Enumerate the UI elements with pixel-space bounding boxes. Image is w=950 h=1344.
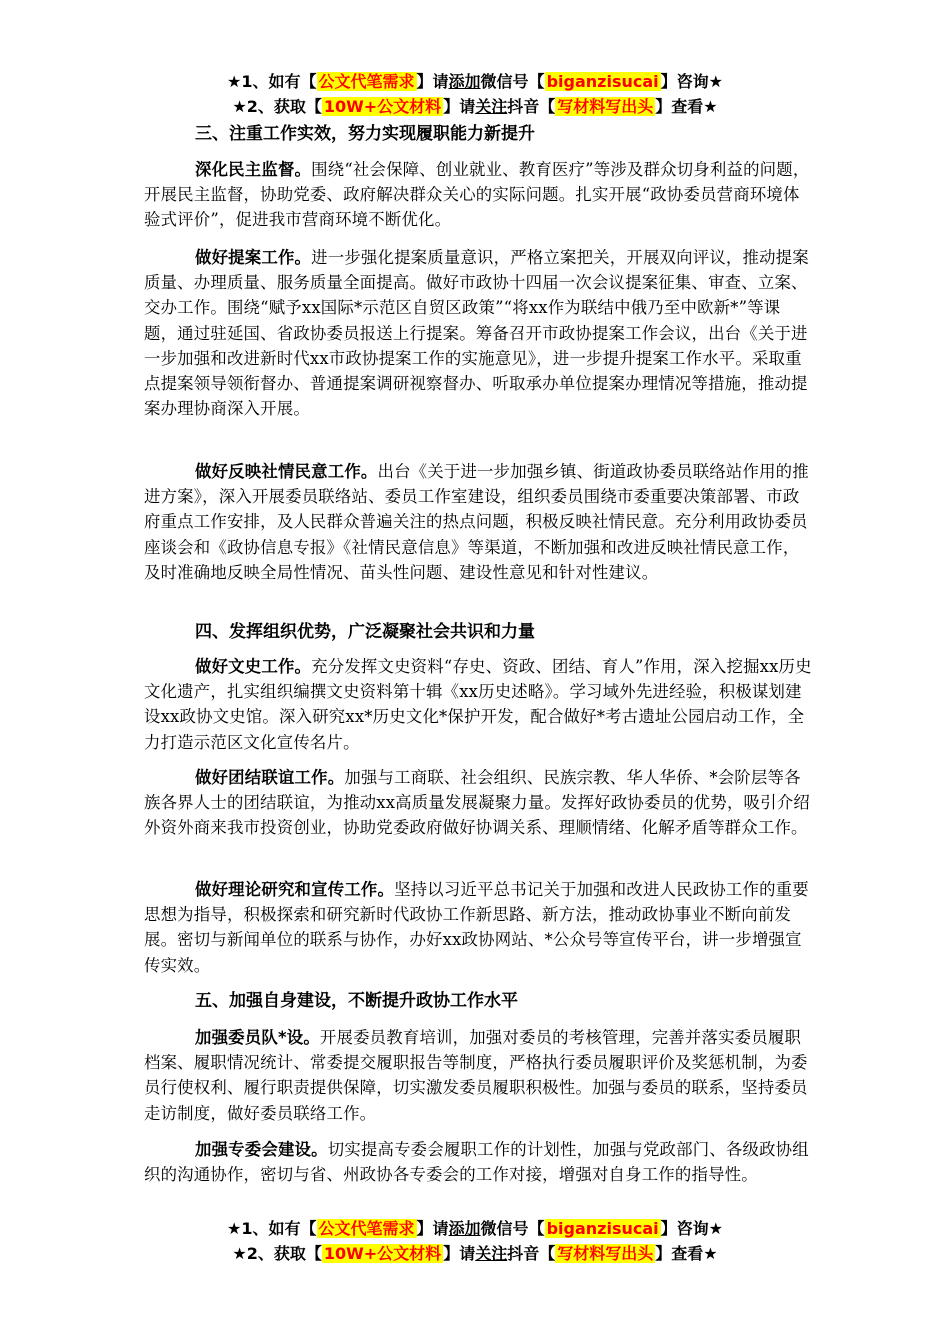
paragraph — [144, 765, 812, 841]
paragraph-lead: 做好理论研究和宣传工作。 — [195, 880, 395, 899]
paragraph-body: 进一步强化提案质量意识，严格立案把关，开展双向评议，推动提案质量、办理质量、服务质量全面提高。做好市政协十四届一次会议提案征集、审查、立案、交办工作。围绕“赋予xx国际*示范区自贸区政策”“将xx作为联结中俄乃至中欧新*”等课题，通过驻延国、省政协委员报送上行提案。筹备召开市政协提案工作会议，出台《关于进一步加强和改进新时代xx市政协提案工作的实施意见》，进一步提升提案工作水平。采取重点提案领导领衔督办、普通提案调研视察督办、听取承办单位提案办理情况等措施，推动提案办理协商深入开展。 — [144, 248, 809, 419]
section-heading: 三、注重工作实效，努力实现履职能力新提升 — [195, 124, 535, 144]
paragraph-body: 坚持以习近平总书记关于加强和改进人民政协工作的重要思想为指导，积极探索和研究新时代政协工作新思路、新方法，推动政协事业不断向前发展。密切与新闻单位的联系与协作，办好xx政协网站、*公众号等宣传平台，讲一步增强宣传实效。 — [144, 880, 809, 975]
paragraph — [144, 1137, 812, 1187]
promo-banner-line-1-bottom — [0, 1217, 950, 1241]
banner-text: ★2、获取【 — [232, 97, 322, 116]
paragraph-lead: 做好反映社情民意工作。 — [195, 462, 378, 481]
banner-text: ★2、获取【 — [232, 1244, 322, 1263]
banner-text: 抖音【 — [507, 1244, 556, 1263]
banner-highlight: 公文代笔需求 — [318, 1219, 415, 1238]
paragraph-body: 开展委员教育培训，加强对委员的考核管理，完善并落实委员履职档案、履职情况统计、常委提交履职报告等制度，严格执行委员履职评价及奖惩机制，为委员行使权利、履行职责提供保障，切实激发委员履职积极性。加强与委员的联系，坚持委员走访制度，做好委员联络工作。 — [144, 1028, 808, 1123]
paragraph-body: 出台《关于进一步加强乡镇、街道政协委员联络站作用的推进方案》，深入开展委员联络站、委员工作室建设，组织委员围绕市委重要决策部署、市政府重点工作安排，及人民群众普遍关注的热点问题，积极反映社情民意。充分利用政协委员座谈会和《政协信息专报》《社情民意信息》等渠道，不断加强和改进反映社情民意工作，及时准确地反映全局性情况、苗头性问题、建设性意见和针对性建议。 — [144, 462, 809, 582]
banner-text: 】查看★ — [655, 97, 718, 116]
banner-text: 】请 — [416, 72, 449, 91]
section-heading: 五、加强自身建设，不断提升政协工作水平 — [195, 991, 518, 1011]
banner-text: 】查看★ — [655, 1244, 718, 1263]
paragraph-body: 加强与工商联、社会组织、民族宗教、华人华侨、*会阶层等各族各界人士的团结联谊，为推动xx高质量发展凝聚力量。发挥好政协委员的优势，吸引介绍外资外商来我市投资创业，协助党委政府做好协调关系、理顺情绪、化解矛盾等群众工作。 — [144, 768, 810, 838]
banner-text: 】请 — [416, 1219, 449, 1238]
paragraph-lead: 做好团结联谊工作。 — [195, 768, 345, 787]
banner-highlight: biganzisucai — [546, 1219, 659, 1238]
banner-text: 微信号【 — [480, 72, 545, 91]
banner-underlined: 关注 — [475, 97, 508, 116]
section-heading: 四、发挥组织优势，广泛凝聚社会共识和力量 — [195, 622, 535, 642]
paragraph — [144, 654, 812, 755]
paragraph-body: 充分发挥文史资料“存史、资政、团结、育人”作用，深入挖掘xx历史文化遗产，扎实组织编撰文史资料第十辑《xx历史述略》。学习域外先进经验，积极谋划建设xx政协文史馆。深入研究xx*历史文化*保护开发，配合做好*考古遗址公园启动工作，全力打造示范区文化宣传名片。 — [144, 657, 812, 752]
promo-banner-line-1 — [0, 70, 950, 94]
promo-banner-line-2 — [0, 95, 950, 119]
paragraph-lead: 深化民主监督。 — [195, 160, 312, 179]
paragraph-lead: 加强专委会建设。 — [195, 1140, 328, 1159]
banner-highlight: 公文代笔需求 — [318, 72, 415, 91]
paragraph — [144, 877, 812, 978]
banner-highlight: biganzisucai — [546, 72, 659, 91]
promo-banner-line-2-bottom — [0, 1242, 950, 1266]
banner-highlight: 写材料写出头 — [557, 1244, 654, 1263]
paragraph-lead: 做好文史工作。 — [195, 657, 312, 676]
banner-text: 】请 — [443, 97, 476, 116]
paragraph — [144, 459, 812, 585]
banner-text: 】请 — [443, 1244, 476, 1263]
paragraph-body: 围绕“社会保障、创业就业、教育医疗”等涉及群众切身利益的问题，开展民主监督，协助党委、政府解决群众关心的实际问题。扎实开展“政协委员营商环境体验式评价”，促进我市营商环境不断优化。 — [144, 160, 810, 230]
banner-text: 微信号【 — [480, 1219, 545, 1238]
paragraph-body: 切实提高专委会履职工作的计划性，加强与党政部门、各级政协组织的沟通协作，密切与省、州政协各专委会的工作对接，增强对自身工作的指导性。 — [144, 1140, 809, 1185]
banner-underlined: 添加 — [448, 1219, 481, 1238]
paragraph-lead: 做好提案工作。 — [195, 248, 312, 267]
banner-underlined: 关注 — [475, 1244, 508, 1263]
banner-underlined: 添加 — [448, 72, 481, 91]
banner-highlight: 10W+公文材料 — [323, 1244, 442, 1263]
banner-text: ★1、如有【 — [227, 72, 317, 91]
paragraph — [144, 245, 812, 421]
banner-highlight: 写材料写出头 — [557, 97, 654, 116]
banner-highlight: 10W+公文材料 — [323, 97, 442, 116]
paragraph — [144, 1025, 812, 1126]
paragraph-lead: 加强委员队*设。 — [195, 1028, 320, 1047]
banner-text: 抖音【 — [507, 97, 556, 116]
paragraph — [144, 157, 812, 233]
banner-text: ★1、如有【 — [227, 1219, 317, 1238]
banner-text: 】咨询★ — [660, 72, 723, 91]
banner-text: 】咨询★ — [660, 1219, 723, 1238]
